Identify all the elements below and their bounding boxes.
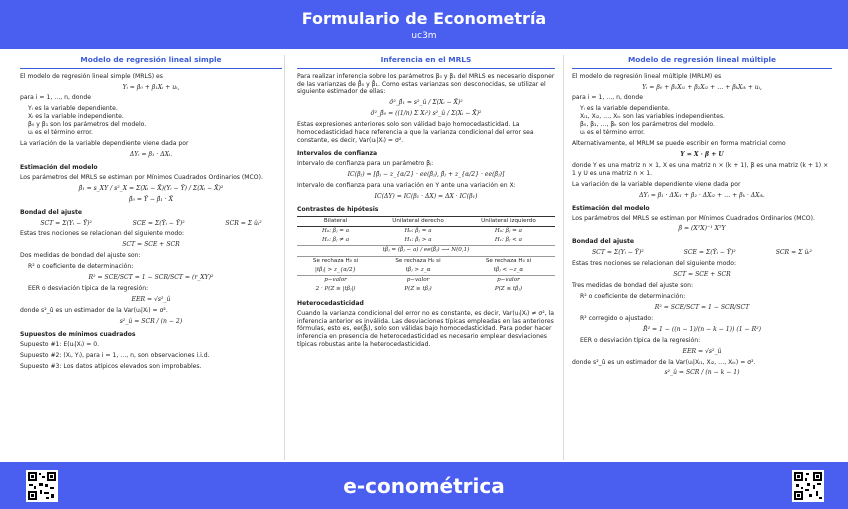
scr-formula: SCR = Σ ûᵢ²: [225, 219, 262, 227]
section-title: Heterocedasticidad: [297, 299, 364, 307]
list-item: • uᵢ es el término error.: [28, 129, 282, 137]
beta1-formula: β̂₁ = s_XY / s²_X = Σ(Xᵢ − X̄)(Yᵢ − Ȳ) / Σ(Xᵢ − X̄)²: [78, 184, 224, 192]
estimator-text: donde s²_û es un estimador de la Var(uᵢ|Xᵢ₁, Xᵢ₂, …, Xᵢₖ) = σ².: [572, 358, 756, 366]
scr-formula: SCR = Σ ûᵢ²: [775, 249, 812, 257]
brand-name: e-conométrica: [343, 474, 505, 498]
adjusted-r2-formula: R̄² = 1 − ((n − 1)/(n − k − 1)) (1 − R²): [642, 325, 761, 333]
estimation-text: Los parámetros del MRLS se estiman por Mínimos Cuadrados Ordinarios (MCO).: [20, 173, 263, 181]
icv-text: Intervalo de confianza para una variación en Y ante una variación en X:: [297, 181, 516, 189]
sct-formula: SCT = Σ(Yᵢ − Ȳ)²: [592, 249, 644, 257]
relation-formula: SCT = SCE + SCR: [673, 271, 731, 279]
list-item: • EER o desviación típica de la regresión:: [580, 337, 832, 345]
table-cell: P(Z ≤ tβⱼ): [494, 286, 523, 293]
assumption-item: Supuesto #1: E(uᵢ|Xᵢ) = 0.: [20, 340, 100, 348]
column-simple-regression: [20, 55, 282, 460]
table-header: Unilateral izquierdo: [462, 216, 555, 226]
column-inference: [297, 55, 555, 460]
sum-of-squares-row: [20, 220, 282, 228]
test-statistic: tβⱼ = (β̂ⱼ − a) / ee(β̂ⱼ) ⟶ N(0,1): [297, 246, 555, 256]
variation-text: La variación de la variable dependiente viene dada por: [20, 140, 189, 148]
table-cell: p−valor: [297, 276, 374, 286]
table-cell: H₀: βⱼ = a: [322, 227, 350, 234]
hypothesis-table: [297, 216, 555, 295]
table-cell: H₀: βⱼ = a: [404, 227, 432, 234]
ic-formula: IC(βⱼ) = [β̂ⱼ − z_{α/2} · ee(β̂ⱼ), β̂ⱼ + z_{α/2} · ee(β̂ⱼ)]: [347, 170, 505, 178]
section-title: Bondad del ajuste: [20, 208, 83, 216]
column-title: Modelo de regresión lineal simple: [20, 55, 282, 69]
table-cell: p−valor: [462, 276, 555, 286]
assumption-item: Supuesto #2: (Xᵢ, Yᵢ), para i = 1, …, n, son observaciones i.i.d.: [20, 351, 210, 359]
list-item: • Xᵢ es la variable independiente.: [28, 113, 282, 121]
measures-text: Dos medidas de bondad del ajuste son:: [20, 252, 141, 260]
list-item: • β₀, β₁, …, βₖ son los parámetros del modelo.: [580, 121, 832, 129]
table-cell: p−valor: [374, 276, 462, 286]
sce-formula: SCE = Σ(Ŷᵢ − Ȳ)²: [683, 249, 736, 257]
table-header: Unilateral derecho: [374, 216, 462, 226]
s2-formula: s²_û = SCR / (n − 2): [119, 317, 183, 325]
section-title: Estimación del modelo: [20, 163, 98, 171]
section-title: Bondad del ajuste: [572, 238, 635, 246]
column-title: Inferencia en el MRLS: [297, 55, 555, 69]
homoscedasticity-text: Estas expresiones anteriores solo son válidad bajo homocedasticidad. La homocedasticidad hace referencia a que la varianza condicional del error sea constante, es decir, Var(uᵢ|Xᵢ) = σ².: [297, 121, 534, 145]
table-cell: H₀: βⱼ = a: [494, 227, 522, 234]
matrix-formula: Y = X · β + U: [680, 151, 724, 158]
table-cell: H₁: βⱼ < a: [494, 237, 522, 244]
table-cell: Se rechaza H₀ si: [374, 256, 462, 266]
table-cell: 2 · P(Z ≥ |tβⱼ|): [315, 286, 356, 293]
table-cell: |tβⱼ| > z_{α/2}: [315, 266, 357, 273]
table-cell: tβⱼ < −z_α: [493, 266, 524, 273]
column-divider: [284, 55, 285, 460]
section-title: Intervalos de confianza: [297, 150, 378, 157]
eer-formula: EER = √s²_û: [682, 347, 722, 355]
list-item: • R² corregido o ajustado:: [580, 315, 832, 323]
table-cell: Se rechaza H₀ si: [297, 256, 374, 266]
definition-list: [20, 105, 282, 137]
icv-formula: IC(ΔY) = IC(β₁ · ΔX) = ΔX · IC(β₁): [374, 192, 478, 200]
intro-text: El modelo de regresión lineal múltiple (MRLM) es: [572, 72, 722, 80]
beta0-formula: β̂₀ = Ȳ − β̂₁ · X̄: [128, 195, 174, 203]
variance-beta0-formula: σ̂²_β̂₀ = ((1/n) Σ Xᵢ²) s²_û / Σ(Xᵢ − X̄)²: [370, 110, 482, 118]
section-title: Estimación del modelo: [572, 204, 650, 212]
s2-formula: s²_û = SCR / (n − k − 1): [664, 369, 740, 377]
matrix-text: Alternativamente, el MRLM se puede escribir en forma matricial como: [572, 140, 786, 148]
relation-formula: SCT = SCE + SCR: [122, 241, 180, 249]
list-item: • R² o coeficiente de determinación:: [28, 263, 282, 271]
column-title: Modelo de regresión lineal múltiple: [572, 55, 832, 69]
model-formula: Yᵢ = β₀ + β₁Xᵢ₁ + β₂Xᵢ₂ + … + βₖXᵢₖ + uᵢ,: [642, 83, 762, 91]
measures-list: [20, 263, 282, 271]
relation-text: Estas tres nociones se relacionan del siguiente modo:: [572, 260, 737, 268]
dimensions-text: donde Y es una matriz n × 1, X es una matriz n × (k + 1), β es una matriz (k + 1) × 1 y U es una matriz n × 1.: [572, 161, 829, 177]
heteroscedasticity-text: Cuando la varianza condicional del error no es constante, es decir, Var(uᵢ|Xᵢ) ≠ σ², la inferencia anterior es inválida. Las desviaciones típicas empleadas en las anteriores fórmulas, esto es, ee(β̂ⱼ), solo son válidas bajo homocedasticidad. Para poder hacer inferencia en presencia de heterocedasticidad es necesario emplear desviaciones típicas robustas ante la heterocedasticidad.: [297, 309, 554, 349]
measures-list: [20, 285, 282, 293]
sct-formula: SCT = Σ(Yᵢ − Ȳ)²: [40, 219, 92, 227]
estimation-text: Los parámetros del MRLS se estiman por Mínimos Cuadrados Ordinarios (MCO).: [572, 214, 815, 222]
measures-text: Tres medidas de bondad del ajuste son:: [572, 282, 694, 290]
variation-text: La variación de la variable dependiente viene dada por: [572, 180, 741, 188]
qr-code-icon[interactable]: [792, 470, 824, 502]
r2-formula: R² = SCE/SCT = 1 − SCR/SCT = (r_XY)²: [88, 274, 214, 282]
measures-list: [572, 315, 832, 323]
table-cell: H₁: βⱼ ≠ a: [322, 237, 350, 244]
eer-formula: EER = √s²_û: [131, 295, 171, 303]
page-title: Formulario de Econometría: [301, 9, 547, 28]
column-divider: [563, 55, 564, 460]
r2-formula: R² = SCE/SCT = 1 − SCR/SCT: [654, 303, 750, 311]
variation-formula: ΔYᵢ = β₁ · ΔXᵢ.: [129, 151, 173, 158]
table-cell: Se rechaza H₀ si: [462, 256, 555, 266]
relation-text: Estas tres nociones se relacionan del siguiente modo:: [20, 230, 185, 238]
para-text: para i = 1, …, n, donde: [572, 94, 643, 102]
column-multiple-regression: [572, 55, 832, 460]
variance-beta1-formula: σ̂²_β̂₁ = s²_û / Σ(Xᵢ − X̄)²: [389, 99, 463, 107]
para-text: para i = 1, …, n, donde: [20, 94, 91, 102]
table-cell: H₁: βⱼ > a: [404, 237, 432, 244]
measures-list: [572, 337, 832, 345]
measures-list: [572, 293, 832, 301]
definition-list: [572, 105, 832, 137]
intro-text: Para realizar inferencia sobre los parámetros β₀ y β₁ del MRLS es necesario disponer de las varianzas de β̂₀ y β̂₁. Como estas varianzas son desconocidas, se utilizar el siguiente estimador de ellas:: [297, 72, 555, 96]
list-item: • Xᵢ₁, Xᵢ₂, …, Xᵢₖ son las variables independientes.: [580, 113, 832, 121]
intro-text: El modelo de regresión lineal simple (MRLS) es: [20, 72, 163, 80]
sce-formula: SCE = Σ(Ŷᵢ − Ȳ)²: [132, 219, 185, 227]
model-formula: Yᵢ = β₀ + β₁Xᵢ + uᵢ,: [122, 83, 180, 91]
section-title: Contrastes de hipótesis: [297, 205, 379, 213]
assumption-item: Supuesto #3: Los datos atípicos elevados son improbables.: [20, 362, 202, 370]
ic-text: Intervalo de confianza para un parámetro βⱼ:: [297, 159, 434, 167]
table-cell: tβⱼ > z_α: [405, 266, 431, 273]
footer-banner: [0, 462, 848, 509]
list-item: • Yᵢ es la variable dependiente.: [28, 105, 282, 113]
list-item: • β₀ y β₁ son los parámetros del modelo.: [28, 121, 282, 129]
list-item: • uᵢ es el término error.: [580, 129, 832, 137]
list-item: • EER o desviación típica de la regresión:: [28, 285, 282, 293]
table-header: Bilateral: [297, 216, 374, 226]
ols-formula: β̂ = (XᵀX)⁻¹ XᵀY: [678, 225, 726, 233]
estimator-text: donde s²_û es un estimador de la Var(uᵢ|Xᵢ) = σ².: [20, 306, 168, 314]
list-item: • Yᵢ es la variable dependiente.: [580, 105, 832, 113]
list-item: • R² o coeficiente de determinación:: [580, 293, 832, 301]
table-cell: P(Z ≥ tβⱼ): [404, 286, 432, 293]
section-title: Supuestos de mínimos cuadrados: [20, 330, 136, 338]
header-banner: [0, 0, 848, 49]
variation-formula: ΔYᵢ = β₁ · ΔXᵢ₁ + β₂ · ΔXᵢ₂ + … + βₖ · ΔXᵢₖ.: [639, 191, 765, 199]
sum-of-squares-row: [572, 249, 832, 257]
page-subtitle: uc3m: [411, 31, 437, 41]
